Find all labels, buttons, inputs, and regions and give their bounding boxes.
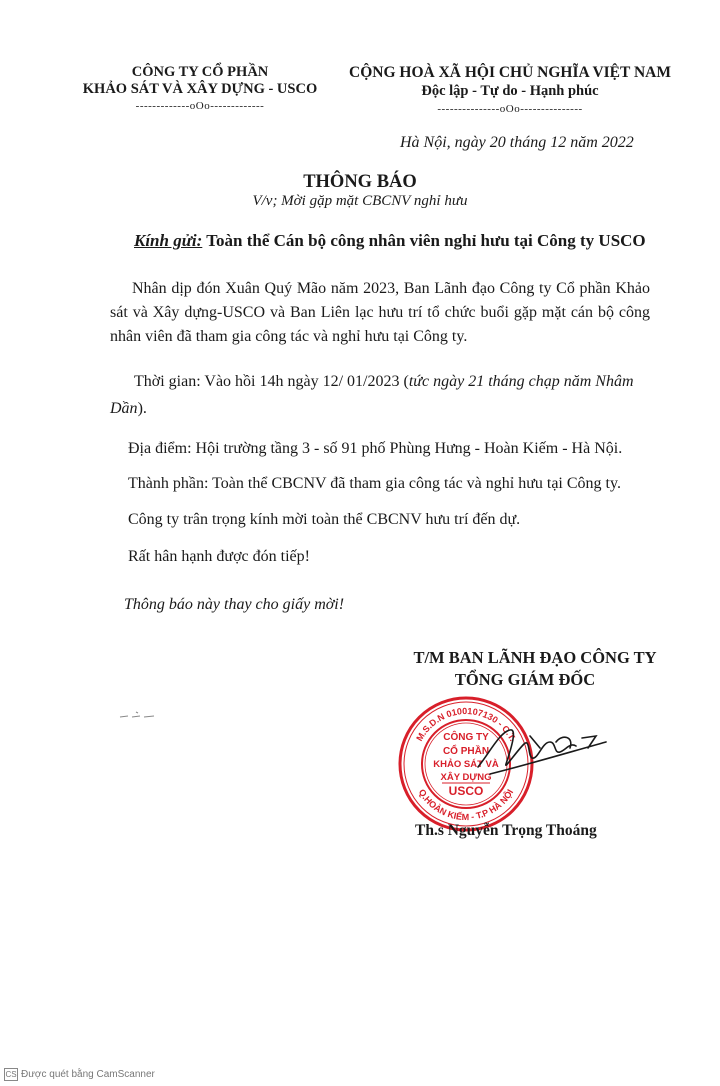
invite-line: Công ty trân trọng kính mời toàn thể CBCNV hưu trí đến dự. [128, 511, 521, 528]
stamp-line-3: KHẢO SÁT VÀ [433, 759, 499, 770]
lunar-date-cont: Dần [110, 400, 138, 417]
national-motto: Độc lập - Tự do - Hạnh phúc [421, 83, 599, 99]
lunar-date: tức ngày 21 tháng chạp năm Nhâm [408, 373, 634, 390]
recipient-label: Kính gửi: [134, 231, 203, 250]
stamp-line-4: XÂY DỰNG [440, 772, 492, 783]
scan-mark [118, 707, 158, 725]
company-name: KHẢO SÁT VÀ XÂY DỰNG - USCO [82, 81, 318, 97]
note-line: Thông báo này thay cho giấy mời! [124, 596, 345, 613]
company-type: CÔNG TY CỔ PHẦN [131, 64, 269, 80]
recipient-line [134, 231, 646, 251]
time-line [134, 370, 634, 394]
document-subject: V/v; Mời gặp mặt CBCNV nghỉ hưu [252, 193, 468, 209]
signer-name: Th.s Nguyễn Trọng Thoáng [415, 822, 597, 839]
intro-paragraph: Nhân dịp đón Xuân Quý Mão năm 2023, Ban Lãnh đạo Công ty Cổ phần Khảo sát và Xây dựng-USCO và Ban Liên lạc hưu trí tổ chức buổi gặp mặt cán bộ công nhân viên đã tham gia công tác và nghỉ hưu tại Công ty. [110, 280, 650, 345]
handwritten-signature [470, 712, 610, 782]
company-separator: -------------oOo------------- [135, 100, 265, 112]
document-date: Hà Nội, ngày 20 tháng 12 năm 2022 [400, 134, 634, 151]
company-header [60, 64, 340, 115]
recipient-text: Toàn thể Cán bộ công nhân viên nghỉ hưu tại Công ty USCO [202, 231, 646, 250]
stamp-ring-bottom: Q.HOÀN KIẾM - T.P HÀ NỘI [416, 787, 516, 823]
location-line: Địa điểm: Hội trường tầng 3 - số 91 phố Phùng Hưng - Hoàn Kiếm - Hà Nội. [128, 440, 623, 457]
scanner-text: Được quét bằng CamScanner [21, 1069, 155, 1081]
stamp-ring-top: M.S.D.N 0100107130 - C.T. [414, 705, 518, 743]
welcome-line: Rất hân hạnh được đón tiếp! [128, 548, 310, 565]
signature-org: T/M BAN LÃNH ĐẠO CÔNG TY [413, 648, 657, 667]
camscanner-icon: CS [5, 1070, 17, 1079]
time-end: ). [137, 400, 147, 417]
time-text: Thời gian: Vào hồi 14h ngày 12/ 01/2023 ( [134, 373, 409, 390]
stamp-line-5: USCO [448, 784, 484, 798]
national-separator: ---------------oOo--------------- [437, 103, 583, 115]
national-title: CỘNG HOÀ XÃ HỘI CHỦ NGHĨA VIỆT NAM [349, 64, 671, 81]
time-line-2 [110, 397, 147, 421]
stamp-line-1: CÔNG TY [443, 732, 489, 743]
document-title: THÔNG BÁO [303, 172, 417, 192]
scanner-footer [4, 1068, 155, 1081]
participants-line: Thành phần: Toàn thể CBCNV đã tham gia công tác và nghỉ hưu tại Công ty. [128, 475, 621, 492]
national-header [330, 64, 690, 118]
signature-title: TỔNG GIÁM ĐỐC [454, 670, 596, 689]
stamp-line-2: CỔ PHẦN [442, 746, 490, 757]
